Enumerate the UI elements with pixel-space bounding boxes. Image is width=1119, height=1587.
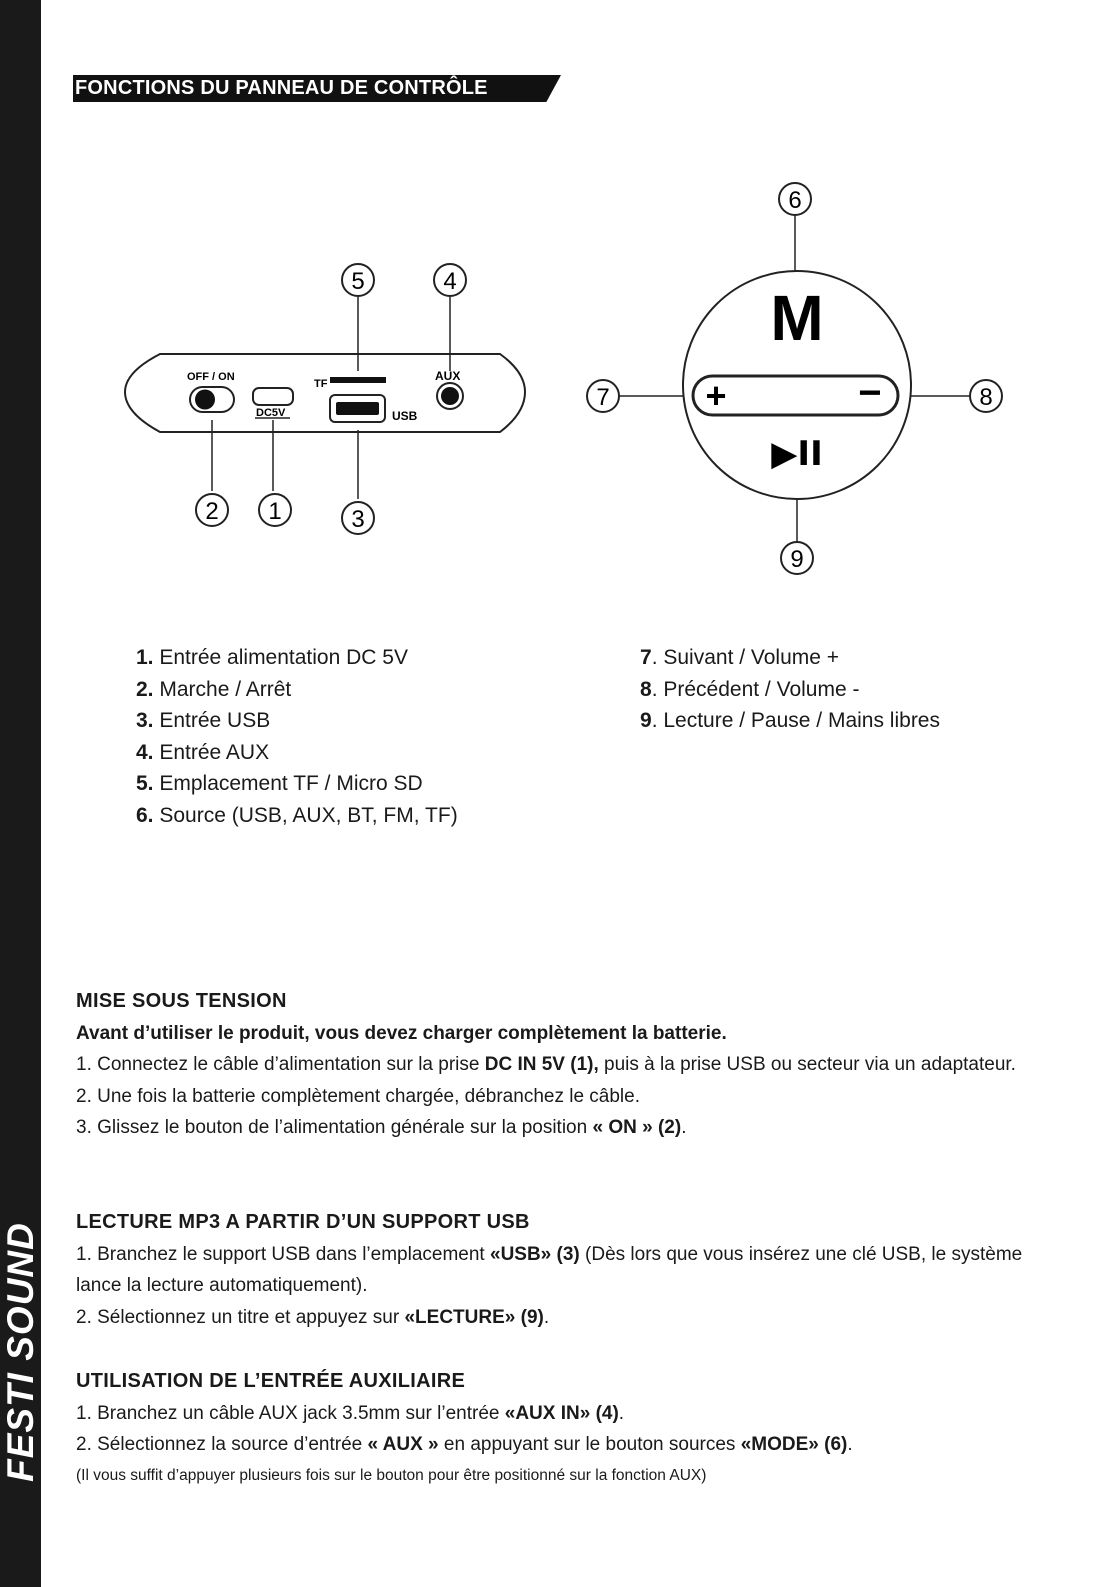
- callout-6: [779, 183, 811, 215]
- callout-7: [587, 380, 619, 412]
- section-aux: [76, 1366, 1066, 1491]
- svg-text:6: 6: [788, 187, 802, 214]
- volume-minus-label: −: [858, 371, 882, 415]
- legend-item: 1. Entrée alimentation DC 5V: [136, 646, 408, 669]
- legend-item: 4. Entrée AUX: [136, 740, 270, 764]
- tf-label: TF: [314, 378, 328, 390]
- legend-item: 8. Précédent / Volume -: [640, 677, 860, 701]
- svg-text:8: 8: [979, 384, 993, 411]
- legend-item: 6. Source (USB, AUX, BT, FM, TF): [136, 803, 458, 827]
- step-text: 2. Une fois la batterie complètement chargée, débranchez le câble.: [76, 1085, 640, 1107]
- svg-text:5: 5: [351, 268, 365, 295]
- svg-text:3: 3: [351, 506, 365, 533]
- usb-port-inner: [336, 402, 379, 415]
- step-text: 1. Connectez le câble d’alimentation sur la prise DC IN 5V (1), puis à la prise USB ou secteur via un adaptateur.: [76, 1054, 1016, 1076]
- callout-3: [342, 502, 374, 534]
- note-text: (Il vous suffit d’appuyer plusieurs fois sur le bouton pour être positionné sur la fonction AUX): [76, 1466, 707, 1484]
- legend-left: [136, 642, 458, 832]
- tf-slot: [330, 377, 386, 383]
- dc5v-port: [253, 388, 293, 405]
- legend-item: 2. Marche / Arrêt: [136, 677, 292, 701]
- usb-label: USB: [392, 409, 418, 423]
- step-text: 2. Sélectionnez la source d’entrée « AUX » en appuyant sur le bouton sources «MODE» (6).: [76, 1434, 853, 1456]
- intro-text: Avant d’utiliser le produit, vous devez charger complètement la batterie.: [76, 1022, 727, 1044]
- legend-item: 9. Lecture / Pause / Mains libres: [640, 709, 940, 733]
- svg-text:1: 1: [268, 498, 282, 525]
- volume-plus-label: +: [705, 375, 727, 416]
- page-title: FONCTIONS DU PANNEAU DE CONTRÔLE: [75, 77, 488, 99]
- aux-jack-inner: [441, 387, 459, 405]
- dc5v-label: DC5V: [256, 407, 286, 419]
- mode-button-label: M: [770, 282, 824, 354]
- callout-1: [259, 494, 291, 526]
- step-text: 3. Glissez le bouton de l’alimentation générale sur la position « ON » (2).: [76, 1117, 687, 1139]
- section-heading: UTILISATION DE L’ENTRÉE AUXILIAIRE: [76, 1370, 466, 1392]
- callout-2: [196, 494, 228, 526]
- callout-9: [781, 542, 813, 574]
- power-switch-knob: [195, 390, 215, 410]
- step-text: 1. Branchez un câble AUX jack 3.5mm sur l’entrée «AUX IN» (4).: [76, 1402, 625, 1424]
- legend-item: 7. Suivant / Volume +: [640, 646, 840, 669]
- legend-item: 5. Emplacement TF / Micro SD: [136, 772, 423, 796]
- play-pause-label: ▶II: [771, 434, 823, 474]
- legend-item: 3. Entrée USB: [136, 709, 271, 733]
- control-panel-diagram: [0, 0, 1119, 620]
- aux-label: AUX: [435, 369, 461, 383]
- callout-5: [342, 264, 374, 296]
- section-heading: LECTURE MP3 A PARTIR D’UN SUPPORT USB: [76, 1211, 530, 1233]
- section-usb: [76, 1207, 1066, 1333]
- brand-logo: FESTI SOUND: [0, 1222, 41, 1482]
- legend-right: [640, 642, 940, 737]
- step-text: 2. Sélectionnez un titre et appuyez sur «LECTURE» (9).: [76, 1306, 550, 1328]
- callout-4: [434, 264, 466, 296]
- svg-text:4: 4: [443, 268, 457, 295]
- svg-text:7: 7: [596, 384, 610, 411]
- off-on-label: OFF / ON: [187, 371, 235, 383]
- rear-panel-outline: [125, 354, 525, 432]
- step-text: 1. Branchez le support USB dans l’emplacement «USB» (3) (Dès lors que vous insérez une clé USB, le système lance la lecture automatiquement).: [76, 1243, 1023, 1297]
- callout-8: [970, 380, 1002, 412]
- svg-text:9: 9: [790, 546, 804, 573]
- section-heading: MISE SOUS TENSION: [76, 990, 287, 1012]
- section-power: [76, 986, 1066, 1144]
- svg-text:2: 2: [205, 498, 219, 525]
